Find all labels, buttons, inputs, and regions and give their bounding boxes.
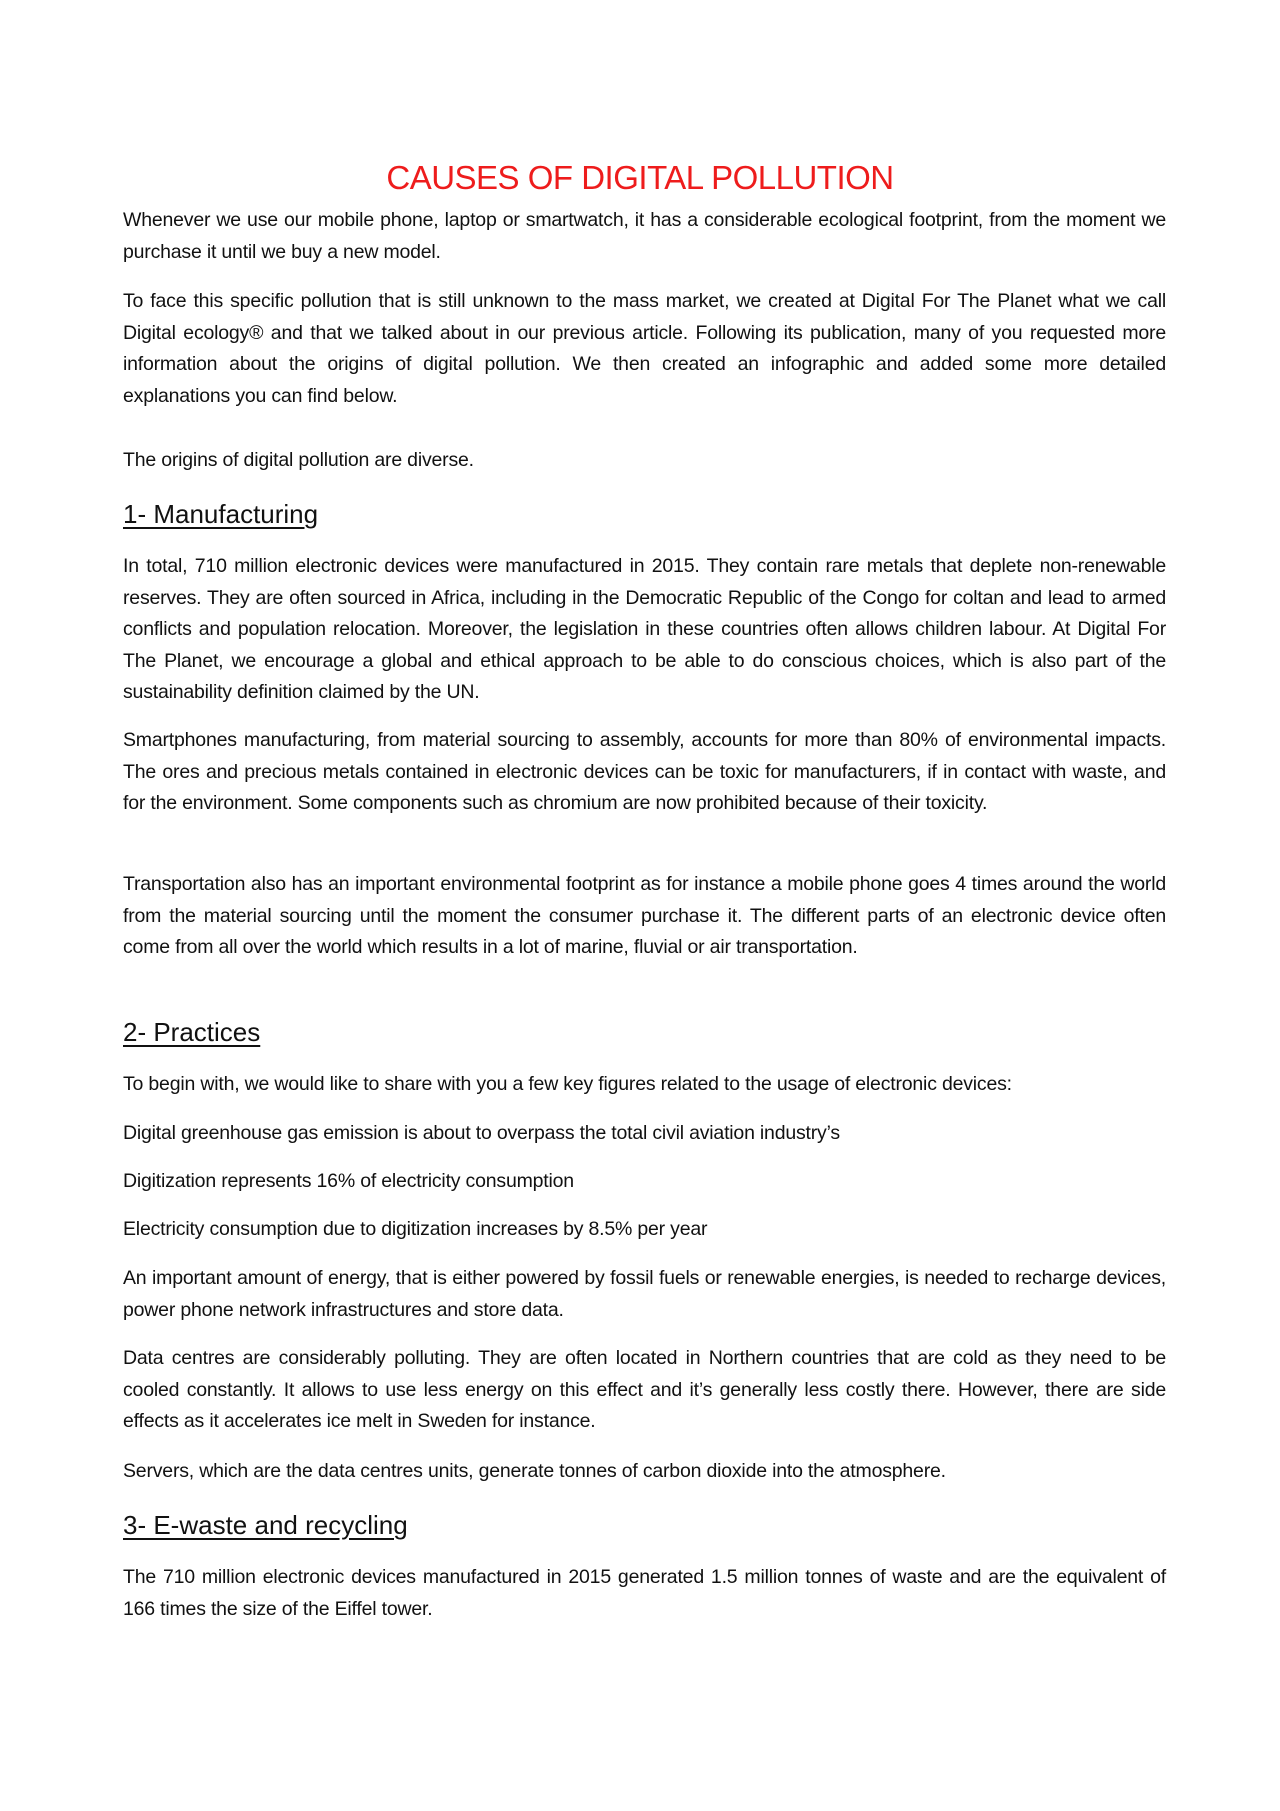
key-figure: Electricity consumption due to digitization increases by 8.5% per year [123, 1218, 708, 1240]
page-title: CAUSES OF DIGITAL POLLUTION [386, 159, 894, 196]
paragraph: An important amount of energy, that is either powered by fossil fuels or renewable energies, is needed to recharge devices, power phone network infrastructures and store data. [123, 1267, 1166, 1321]
intro-paragraph: The origins of digital pollution are diverse. [123, 449, 474, 471]
paragraph: Servers, which are the data centres units, generate tonnes of carbon dioxide into the atmosphere. [123, 1460, 946, 1482]
paragraph: The 710 million electronic devices manufactured in 2015 generated 1.5 million tonnes of waste and are the equivalent of 166 times the size of the Eiffel tower. [123, 1566, 1166, 1620]
key-figure: Digitization represents 16% of electricity consumption [123, 1170, 574, 1192]
paragraph: Smartphones manufacturing, from material sourcing to assembly, accounts for more than 80% of environmental impacts. The ores and precious metals contained in electronic devices can be toxic for manufacturers, if in contact with waste, and for the environment. Some components such as chromium are now prohibited because of their toxicity. [123, 729, 1166, 814]
paragraph: To begin with, we would like to share with you a few key figures related to the usage of electronic devices: [123, 1073, 1012, 1095]
section-heading-manufacturing: 1- Manufacturing [123, 499, 319, 529]
paragraph: Data centres are considerably polluting. They are often located in Northern countries that are cold as they need to be cooled constantly. It allows to use less energy on this effect and it’s generally less costly there. However, there are side effects as it accelerates ice melt in Sweden for instance. [123, 1347, 1166, 1432]
paragraph: Transportation also has an important environmental footprint as for instance a mobile phone goes 4 times around the world from the material sourcing until the moment the consumer purchase it. The different parts of an electronic device often come from all over the world which results in a lot of marine, fluvial or air transportation. [123, 873, 1166, 958]
section-heading-ewaste: 3- E-waste and recycling [123, 1510, 408, 1540]
intro-paragraph: To face this specific pollution that is still unknown to the mass market, we created at Digital For The Planet what we call Digital ecology® and that we talked about in our previous article. Following its publication, many of you requested more information about the origins of digital pollution. We then created an infographic and added some more detailed explanations you can find below. [123, 290, 1166, 407]
section-heading-practices: 2- Practices [123, 1017, 261, 1047]
paragraph: In total, 710 million electronic devices were manufactured in 2015. They contain rare metals that deplete non-renewable reserves. They are often sourced in Africa, including in the Democratic Republic of the Congo for coltan and lead to armed conflicts and population relocation. Moreover, the legislation in these countries often allows children labour. At Digital For The Planet, we encourage a global and ethical approach to be able to do conscious choices, which is also part of the sustainability definition claimed by the UN. [123, 555, 1166, 703]
intro-paragraph: Whenever we use our mobile phone, laptop or smartwatch, it has a considerable ecological footprint, from the moment we purchase it until we buy a new model. [123, 209, 1166, 263]
key-figure: Digital greenhouse gas emission is about to overpass the total civil aviation industry’s [123, 1122, 840, 1144]
